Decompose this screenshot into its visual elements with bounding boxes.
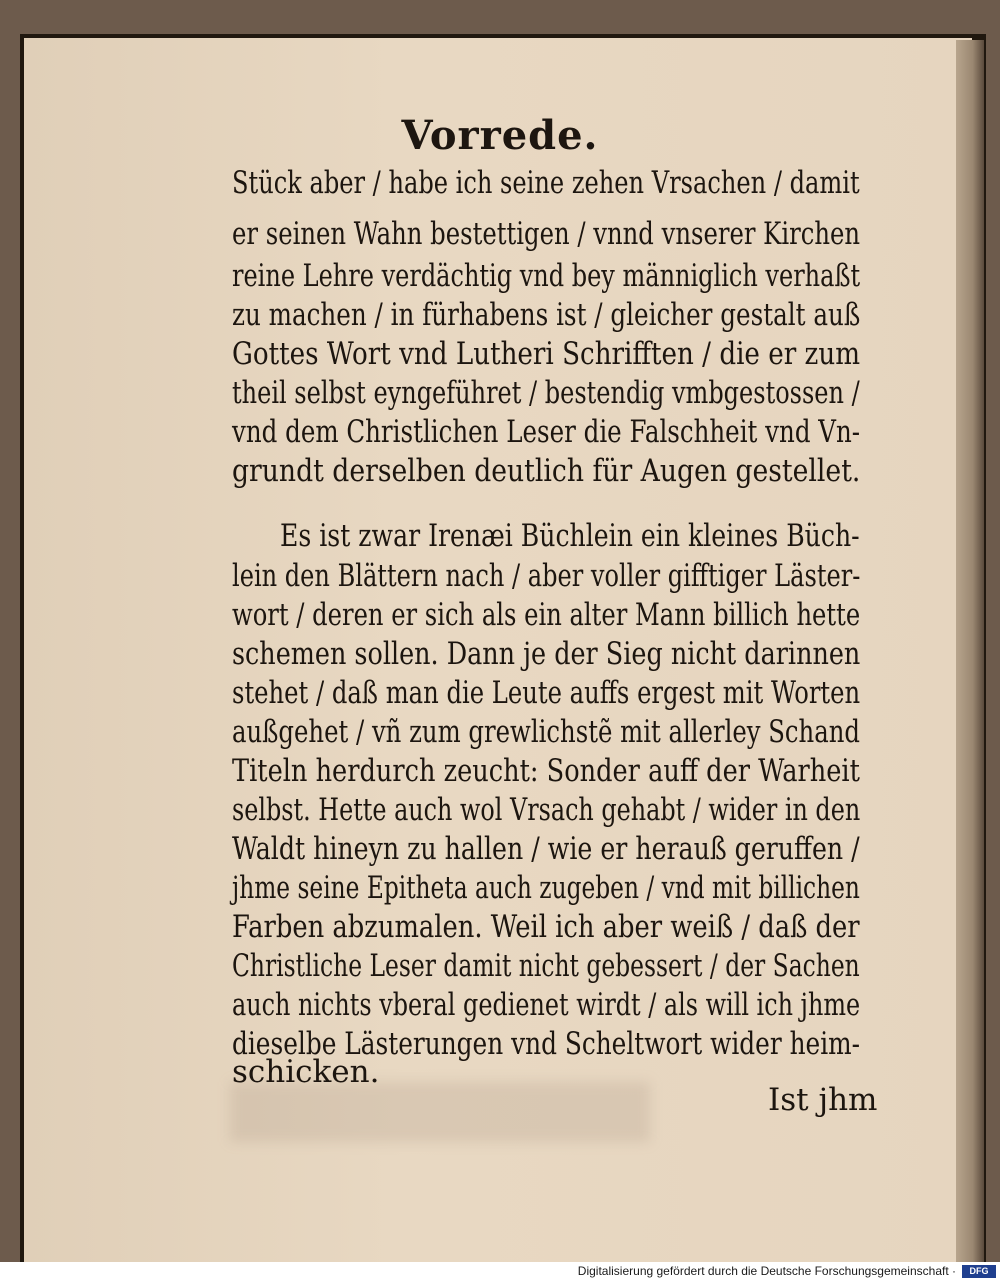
page-edge (956, 40, 984, 1262)
text-line: vnd dem Christlichen Leser die Falschheit vnd Vn- (232, 414, 861, 450)
footer-bar (0, 1262, 1000, 1281)
text-line: Gottes Wort vnd Lutheri Schrifften / die er zum (232, 336, 860, 372)
text-line: selbst. Hette auch wol Vrsach gehabt / wider in den (232, 792, 861, 828)
text-line: Christliche Leser damit nicht gebessert / der Sachen (232, 948, 860, 984)
text-line: Stück aber / habe ich seine zehen Vrsachen / damit (232, 165, 860, 201)
text-line: Farben abzumalen. Weil ich aber weiß / daß der (232, 909, 860, 945)
text-line: grundt derselben deutlich für Augen gestellet. (232, 453, 861, 489)
text-line: Es ist zwar Irenæi Büchlein ein kleines Büch- (280, 518, 860, 554)
text-line: außgehet / vñ zum grewlichstẽ mit allerley Schand (232, 714, 860, 750)
text-line: wort / deren er sich als ein alter Mann billich hette (232, 597, 861, 633)
text-line: stehet / daß man die Leute auffs ergest mit Worten (232, 675, 861, 711)
text-line: schicken. (232, 1054, 380, 1090)
catchword: Ist jhm (768, 1082, 878, 1118)
text-line: er seinen Wahn bestettigen / vnnd vnserer Kirchen (232, 216, 861, 252)
text-line: dieselbe Lästerungen vnd Scheltwort wider heim- (232, 1026, 861, 1062)
page-header: Vorrede. (401, 112, 599, 159)
text-line: reine Lehre verdächtig vnd bey männiglich verhaßt (232, 258, 861, 294)
dfg-logo: DFG (962, 1265, 996, 1278)
text-line: Titeln herdurch zeucht: Sonder auff der Warheit (232, 753, 860, 789)
text-line: Waldt hineyn zu hallen / wie er herauß geruffen / (232, 831, 860, 867)
text-line: theil selbst eyngeführet / bestendig vmbgestossen / (232, 375, 860, 411)
text-line: jhme seine Epitheta auch zugeben / vnd mit billichen (232, 870, 860, 906)
text-line: schemen sollen. Dann je der Sieg nicht darinnen (232, 636, 861, 672)
text-line: auch nichts vberal gedienet wirdt / als will ich jhme (232, 987, 861, 1023)
funding-credit: Digitalisierung gefördert durch die Deutsche Forschungsgemeinschaft · (577, 1264, 956, 1278)
text-line: zu machen / in fürhabens ist / gleicher gestalt auß (232, 297, 861, 333)
text-line: lein den Blättern nach / aber voller gifftiger Läster- (232, 558, 861, 594)
